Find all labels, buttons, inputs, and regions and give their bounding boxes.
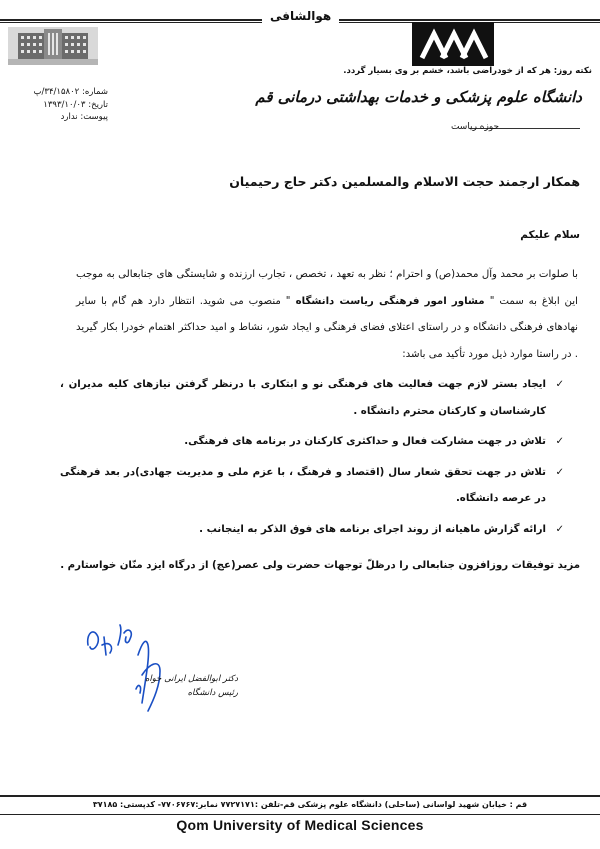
university-building-image [8, 27, 98, 65]
closing-line: مزید توفیقات روزافزون جنابعالی را درظلّ توجهات حضرت ولی عصر(عج) از درگاه ایزد منّان خواستارم . [60, 560, 580, 571]
list-item-text: تلاش در جهت مشارکت فعال و حداکثری کارکنان در برنامه های فرهنگی. [184, 436, 546, 447]
signer-name: دکتر ابوالفضل ایرانی خواه [144, 674, 238, 684]
greeting: سلام علیکم [520, 229, 580, 241]
university-logo [412, 22, 494, 66]
list-item-text: تلاش در جهت تحقق شعار سال (اقتصاد و فرهنگ ، با عزم ملی و مدیریت جهادی)در بعد فرهنگی در عرصه دانشگاه. [60, 466, 546, 504]
check-icon: ✓ [555, 466, 564, 478]
daily-motto: نکته روز: هر که از خودراضی باشد، خشم بر وی بسیار گردد. [343, 66, 592, 76]
check-icon: ✓ [555, 436, 564, 447]
list-item [60, 429, 564, 456]
invocation-label: هوالشافی [262, 9, 339, 23]
letter-number: شماره: ۳۴/۱۵۸۰۲/پ [33, 87, 108, 97]
appointment-title: مشاور امور فرهنگی ریاست دانشگاه [290, 295, 490, 307]
list-item-text: ایجاد بستر لازم جهت فعالیت های فرهنگی نو و ابتکاری با درنظر گرفتن نیازهای کلیه مدیران ، کارشناسان و کارکنان محترم دانشگاه . [60, 379, 546, 417]
letter-meta [8, 86, 108, 124]
footer-rule [0, 795, 600, 797]
university-name: دانشگاه علوم پزشکی و خدمات بهداشتی درمانی قم [255, 88, 582, 106]
list-item [60, 517, 564, 544]
body-text-part2: " منصوب می شوید. انتظار دارد هم گام با سایر نهادهای فرهنگی دانشگاه و در راستای اعتلای فضای فرهنگی و ایجاد شور، نشاط و امید حداکثر اهتمام خودرا بکار گیرید . در راستا موارد ذیل مورد تأکید می باشد: [76, 295, 578, 360]
footer-rule-thin [0, 814, 600, 815]
letter-date: تاریخ: ۱۳۹۳/۱۰/۰۳ [43, 99, 108, 110]
list-item [60, 460, 564, 513]
recipient-line: همکار ارجمند حجت الاسلام والمسلمین دکتر حاج رحیمیان [229, 174, 580, 189]
office-name: حوزه ریاست [450, 122, 500, 132]
list-item [60, 372, 564, 425]
letter-body [76, 262, 578, 368]
footer-english-name: Qom University of Medical Sciences [176, 817, 424, 833]
header-band [0, 9, 600, 26]
signer-block [138, 672, 238, 700]
letter-attachment: پیوست: ندارد [60, 112, 108, 122]
check-icon: ✓ [555, 523, 564, 535]
signer-title: رئیس دانشگاه [187, 688, 238, 698]
body-text-part1: با صلوات بر محمد وآل محمد(ص) و احترام ؛ نظر به تعهد ، تخصص ، تجارب ارزنده و شایستگی های جنابعالی به موجب این ابلاغ به سمت " [76, 269, 578, 307]
list-item-text: ارائه گزارش ماهیانه از روند اجرای برنامه های فوق الذکر به اینجانب . [199, 523, 546, 535]
directive-list [60, 372, 564, 547]
check-icon: ✓ [555, 379, 564, 390]
footer-address: قم : خیابان شهید لواسانی (ساحلی) دانشگاه علوم پزشکی قم-تلفن :۷۷۲۷۱۷۱ نمابر:۷۷۰۶۷۶۷- کدپستی: ۳۷۱۸۵ [92, 800, 528, 809]
body-paragraph [76, 262, 578, 368]
